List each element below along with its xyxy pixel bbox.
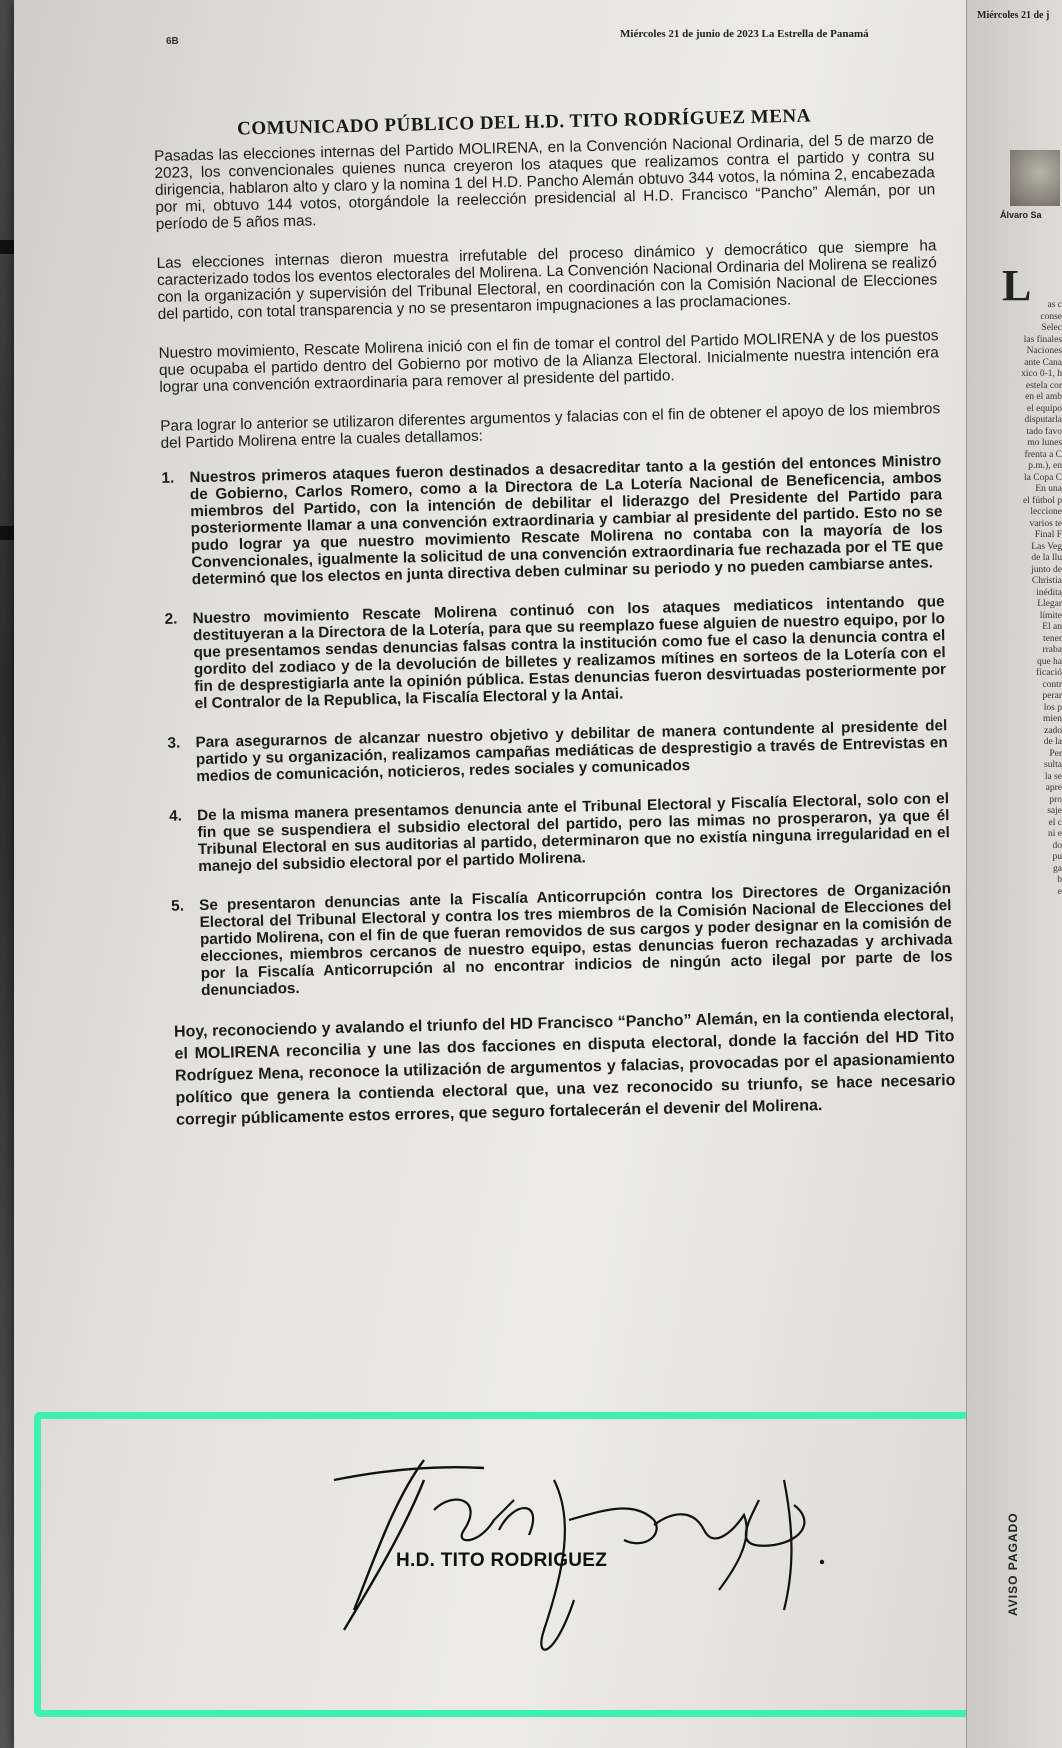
accusation-list [161, 452, 953, 1000]
list-text: Nuestro movimiento Rescate Molirena continuó con los ataques mediaticos intentando que destituyeran a la Directora de la Lotería, para que su reemplazo fuese alguien de nuestro equipo, por lo que presentamos sendas denuncias falsas contra la institución como fue el caso la denuncia contra el gordito del zodiaco y de la devolución de billetes y realizamos mítines en sorteos de la Lotería con el fin de desprestigiarla ante la opinión pública. Estas denuncias fueron desvirtuadas posteriormente por el Contralor de la Republica, la Fiscalía Electoral y la Antai. [192, 593, 947, 713]
list-number: 3. [167, 734, 181, 752]
paragraph: Nuestro movimiento, Rescate Molirena inició con el fin de tomar el control del Partido MOLIRENA y de los puestos que ocupaba el partido dentro del Gobierno por motivo de la Alianza Electoral. Inicialmente nuestra intención era lograr una convención extraordinaria para remover al presidente del partido. [158, 327, 940, 396]
clipped-line: rraba [1042, 645, 1062, 655]
clipped-column-text [1004, 300, 1062, 898]
clipped-line: estela cor [1025, 380, 1062, 391]
clipped-line: de la [1043, 737, 1062, 747]
clipped-line: límite [1039, 610, 1062, 621]
signer-name: H.D. TITO RODRIGUEZ [396, 1550, 608, 1571]
list-number: 5. [171, 897, 185, 915]
clipped-line: b [1057, 875, 1062, 885]
list-item [161, 452, 943, 589]
clipped-line: El an [1042, 622, 1062, 632]
clipped-line: frenta a C [1024, 449, 1062, 460]
list-number: 1. [161, 469, 175, 487]
clipped-line: Christia [1031, 576, 1062, 586]
clipped-line: as c [1047, 300, 1062, 310]
dropcap: L [1002, 261, 1032, 310]
paragraph: Pasadas las elecciones internas del Partido MOLIRENA, en la Convención Nacional Ordinaria, del 5 de marzo de 2023, los convencionales quienes nunca creyeron los ataques que realizamos contra el partido y contra su dirigencia, hablaron alto y claro y la nomina 1 del H.D. Pancho Alemán obtuvo 344 votos, la nómina 2, encabezada por mi, obtuvo 144 votos, otorgándole la reelección presidencial al H.D. Francisco “Pancho” Alemán, por un período de 5 años mas. [154, 130, 936, 233]
communique-title: COMUNICADO PÚBLICO DEL H.D. TITO RODRÍGUEZ MENA [236, 105, 812, 140]
clipped-line: disputarla [1024, 415, 1062, 425]
clipped-line: ni e [1048, 829, 1062, 839]
clipped-line: Naciones [1026, 346, 1062, 356]
clipped-line: las finales [1023, 334, 1062, 345]
clipped-line: zado [1044, 725, 1062, 736]
clipped-line: tener [1043, 633, 1062, 644]
page-number: 6B [166, 36, 179, 47]
paragraph: Las elecciones internas dieron muestra irrefutable del proceso dinámico y democrático que siempre ha caracterizado todos los eventos electorales del Molirena. La Convención Nacional Ordinaria del Molirena se realizó con la organización y supervisión del Tribunal Electoral, en coordinación con la Comisión Nacional de Elecciones del partido, con total transparencia y no se presentaron impugnaciones a las proclamaciones. [156, 237, 938, 323]
clipped-line: varios te [1029, 518, 1062, 529]
clipped-line: Las Veg [1031, 541, 1062, 552]
clipped-line: de la llu [1031, 553, 1062, 563]
clipped-line: Final F [1034, 530, 1062, 540]
clipped-line: el fútbol p [1022, 495, 1062, 506]
clipped-line: ficació [1036, 668, 1062, 678]
clipped-line: leccione [1030, 507, 1062, 517]
clipped-line: la Copa C [1024, 472, 1062, 483]
clipped-line: apre [1045, 783, 1062, 793]
communique-body [154, 130, 957, 1153]
list-number: 2. [164, 610, 178, 628]
list-item [169, 790, 950, 876]
column-author: Álvaro Sa [1000, 210, 1042, 220]
clipped-line: tado favo [1026, 426, 1062, 437]
clipped-line: perar [1042, 691, 1062, 701]
author-photo [1010, 150, 1060, 206]
clipped-line: Llegar [1037, 599, 1062, 609]
clipped-line: e [1057, 886, 1062, 897]
list-text: Nuestros primeros ataques fueron destinados a desacreditar tanto a la gestión del entonces Ministro de Gobierno, Carlos Romero, como a la Directora de La Lotería Nacional de Beneficencia, ambos miembros del Partido, con la intención de debilitar el liderazgo del Presidente del Partido para posteriormente llamar a una convención extraordinaria y cambiar al presidente del partido. Esto no se pudo lograr ya que nuestro movimiento Rescate Molirena no contaba con la mayoría de los Convencionales, igualmente la solicitud de una convención extraordinaria fue rechazada por el TE que determinó que los electos en junta directiva deben culminar su periodo y no pueden cambiarse antes. [189, 452, 944, 589]
clipped-line: do [1052, 840, 1062, 851]
clipped-line: pro [1049, 794, 1062, 805]
clipped-line: la se [1044, 771, 1062, 782]
list-item [165, 593, 947, 713]
clipped-line: ante Cana [1024, 357, 1062, 368]
clipped-line: el c [1048, 817, 1062, 828]
clipped-line: En una [1035, 484, 1062, 494]
clipped-line: xico 0-1, h [1021, 369, 1062, 379]
paid-notice-label: AVISO PAGADO [1006, 1512, 1020, 1616]
clipped-line: mo lunes [1027, 438, 1062, 448]
clipped-line: sulta [1044, 760, 1062, 770]
signature-highlight-box [34, 1412, 984, 1717]
adjacent-masthead: Miércoles 21 de j [977, 10, 1050, 21]
paragraph: Para lograr lo anterior se utilizaron diferentes argumentos y falacias con el fin de obtener el apoyo de los miembros del Partido Molirena entre la cuales detallamos: [160, 400, 941, 452]
clipped-line: mien [1043, 714, 1062, 724]
clipped-line: junto de [1031, 564, 1062, 575]
list-text: Se presentaron denuncias ante la Fiscalía Anticorrupción contra los Directores de Organización Electoral del Tribunal Electoral y contra los tres miembros de la Comisión Nacional de Elecciones del partido Molirena, con el fin de que fueran removidos de sus cargos y poder designar en la comisión de elecciones, miembros cercanos de nuestro equipo, estas denuncias fueron rechazadas y archivada por la Fiscalía Anticorrupción al no encontrar indicios de ningún acto ilegal por parte de los denunciados. [199, 880, 953, 1000]
clipped-line: Selec [1041, 323, 1062, 333]
clipped-line: inédita [1036, 587, 1062, 598]
clipped-line: contr [1042, 679, 1062, 690]
clipped-line: p.m.), en [1028, 461, 1062, 471]
clipped-line: el equipo [1026, 403, 1062, 414]
list-item [171, 880, 953, 1000]
closing-paragraph: Hoy, reconociendo y avalando el triunfo del HD Francisco “Pancho” Alemán, en la contienda electoral, el MOLIRENA reconcilia y une las dos facciones en disputa electoral, donde la facción del HD Tito Rodríguez Mena, reconoce la utilización de argumentos y falacias, provocadas por el apasionamiento político que genera la contienda electoral que, una vez reconocido su triunfo, se hace necesario corregir públicamente estos errores, que seguro fortalecerán el devenir del Molirena. [173, 1006, 956, 1129]
clipped-line: conse [1040, 311, 1062, 322]
clipped-line: saje [1047, 806, 1062, 816]
clipped-line: en el amb [1025, 392, 1062, 402]
list-text: Para asegurarnos de alcanzar nuestro objetivo y debilitar de manera contundente al presidente del partido y su organización, realizamos campañas mediáticas de desprestigio a través de Entrevistas en medios de comunicación, noticieros, redes sociales y comunicados [195, 717, 948, 786]
clipped-line: que ha [1036, 656, 1062, 667]
masthead: Miércoles 21 de junio de 2023 La Estrella de Panamá [620, 28, 869, 40]
list-item [167, 717, 948, 786]
list-text: De la misma manera presentamos denuncia ante el Tribunal Electoral y Fiscalía Electoral, solo con el fin que se suspendiera el subsidio electoral del partido, pero las mimas no prosperaron, ya que él Tribunal Electoral en sus auditorias al partido, determinaron que no existía ninguna irregularidad en el manejo del subsidio electoral por el partido Molirena. [196, 790, 950, 876]
clipped-line: ga [1053, 863, 1062, 874]
clipped-line: los p [1043, 702, 1062, 713]
list-number: 4. [168, 807, 183, 825]
clipped-line: Per [1049, 748, 1062, 759]
clipped-line: pu [1052, 852, 1062, 862]
